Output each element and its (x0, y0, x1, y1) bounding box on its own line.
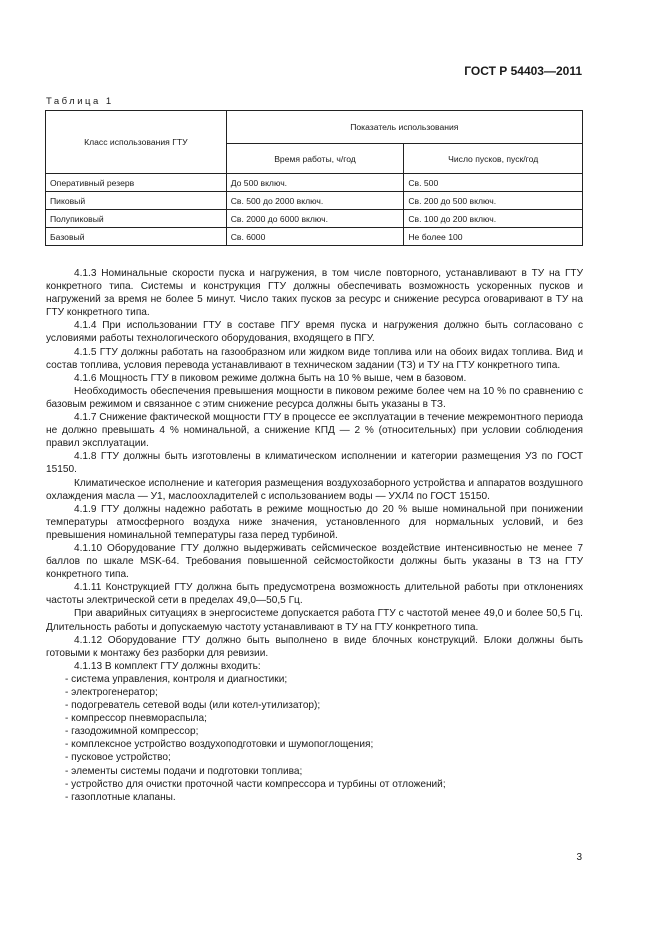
list-item: - система управления, контроля и диагностики; (65, 673, 288, 685)
document-code: ГОСТ Р 54403—2011 (464, 64, 582, 78)
list-item: - подогреватель сетевой воды (или котел-утилизатор); (65, 700, 321, 712)
table-cell: Св. 2000 до 6000 включ. (226, 210, 404, 228)
table-cell: Не более 100 (404, 228, 583, 246)
list-item: - комплексное устройство воздухоподготовки и шумопоглощения; (65, 739, 374, 751)
usage-class-table (45, 110, 583, 246)
paragraph-4-1-8: 4.1.8 ГТУ должны быть изготовлены в климатическом исполнении и категории размещения У3 по ГОСТ 15150. (46, 451, 583, 476)
table-cell: Св. 500 до 2000 включ. (226, 192, 404, 210)
paragraph-4-1-9: 4.1.9 ГТУ должны надежно работать в режиме мощностью до 20 % выше номинальной при понижении температуры атмосферного воздуха ниже значения, установленного для нормальных условий, и без превышения номинальной температуры газа перед турбиной. (46, 503, 583, 541)
table-cell: Оперативный резерв (46, 174, 227, 192)
paragraph-4-1-12: 4.1.12 Оборудование ГТУ должно быть выполнено в виде блочных конструкций. Блоки должны быть готовыми к монтажу без разборки для ревизии. (46, 634, 583, 659)
table-caption: Таблица 1 (46, 96, 114, 107)
table-cell: Св. 500 (404, 174, 583, 192)
list-item: - элементы системы подачи и подготовки топлива; (65, 765, 303, 777)
table-cell: Св. 6000 (226, 228, 404, 246)
paragraph: При аварийных ситуациях в энергосистеме допускается работа ГТУ с частотой менее 49,0 и более 50,5 Гц. Длительность работы и допускаемую частоту устанавливают в ТУ на ГТУ конкретного типа. (46, 608, 583, 633)
list-item: - компрессор пневмораспыла; (65, 713, 207, 725)
table-cell: Пиковый (46, 192, 227, 210)
list-item: - газоплотные клапаны. (65, 791, 176, 803)
paragraph-4-1-13: 4.1.13 В комплект ГТУ должны входить: (74, 660, 261, 672)
paragraph-4-1-7: 4.1.7 Снижение фактической мощности ГТУ в процессе ее эксплуатации в течение межремонтного периода не должно превышать 4 % номинальной, а снижение КПД — 2 % (относительных) при условии соблюдения правил эксплуатации. (46, 412, 583, 450)
equipment-list (46, 673, 583, 804)
paragraph-4-1-10: 4.1.10 Оборудование ГТУ должно выдерживать сейсмическое воздействие интенсивностью не менее 7 баллов по шкале MSK-64. Требования повышенной сейсмостойкости должны быть указаны в ТЗ на ГТУ конкретного типа. (46, 542, 583, 581)
table-cell: До 500 включ. (226, 174, 404, 192)
paragraph-4-1-3: 4.1.3 Номинальные скорости пуска и нагружения, в том числе повторного, устанавливают в ТУ на ГТУ конкретного типа. Системы и конструкция ГТУ должны обеспечивать возможность ускоренных пусков и нагружений за время не более 5 минут. Число таких пусков за ресурс и снижение ресурса оговаривают в ТУ на ГТУ конкретного типа. (46, 268, 583, 319)
table-header-time: Время работы, ч/год (226, 144, 404, 174)
table-row (46, 192, 583, 210)
paragraph: Климатическое исполнение и категория размещения воздухозаборного устройства и аппаратов воздушного охлаждения масла — У1, маслоохладителей с использованием воды — УХЛ4 по ГОСТ 15150. (46, 477, 583, 502)
list-item: - пусковое устройство; (65, 752, 171, 764)
table-cell: Полупиковый (46, 210, 227, 228)
table-header-class: Класс использования ГТУ (46, 111, 227, 174)
table-cell: Св. 200 до 500 включ. (404, 192, 583, 210)
table-row (46, 174, 583, 192)
table-row (46, 210, 583, 228)
list-item: - устройство для очистки проточной части компрессора и турбины от отложений; (65, 778, 446, 790)
table-header-starts: Число пусков, пуск/год (404, 144, 583, 174)
paragraph: Необходимость обеспечения превышения мощности в пиковом режиме более чем на 10 % по сравнению с базовым режимом и связанное с этим снижение ресурса должны быть указаны в ТЗ. (46, 385, 583, 410)
paragraph-4-1-4: 4.1.4 При использовании ГТУ в составе ПГУ время пуска и нагружения должно быть согласовано с условиями работы технологического оборудования, входящего в ПГУ. (46, 320, 583, 345)
list-item: - электрогенератор; (65, 687, 158, 698)
page-number: 3 (576, 852, 582, 863)
paragraph-4-1-6: 4.1.6 Мощность ГТУ в пиковом режиме должна быть на 10 % выше, чем в базовом. (74, 372, 467, 384)
list-item: - газодожимной компрессор; (65, 726, 199, 738)
table-row (46, 228, 583, 246)
table-cell: Базовый (46, 228, 227, 246)
table-header-group: Показатель использования (226, 111, 582, 144)
table-cell: Св. 100 до 200 включ. (404, 210, 583, 228)
paragraph-4-1-5: 4.1.5 ГТУ должны работать на газообразном или жидком виде топлива или на обоих видах топлива. Вид и состав топлива, условия перевода устанавливают в техническом задании (ТЗ) и ТУ на ГТУ конкретного типа. (46, 346, 583, 371)
body-text (46, 267, 583, 804)
paragraph-4-1-11: 4.1.11 Конструкцией ГТУ должна быть предусмотрена возможность длительной работы при отклонениях частоты электрической сети в пределах 49,0—50,5 Гц. (46, 582, 583, 607)
